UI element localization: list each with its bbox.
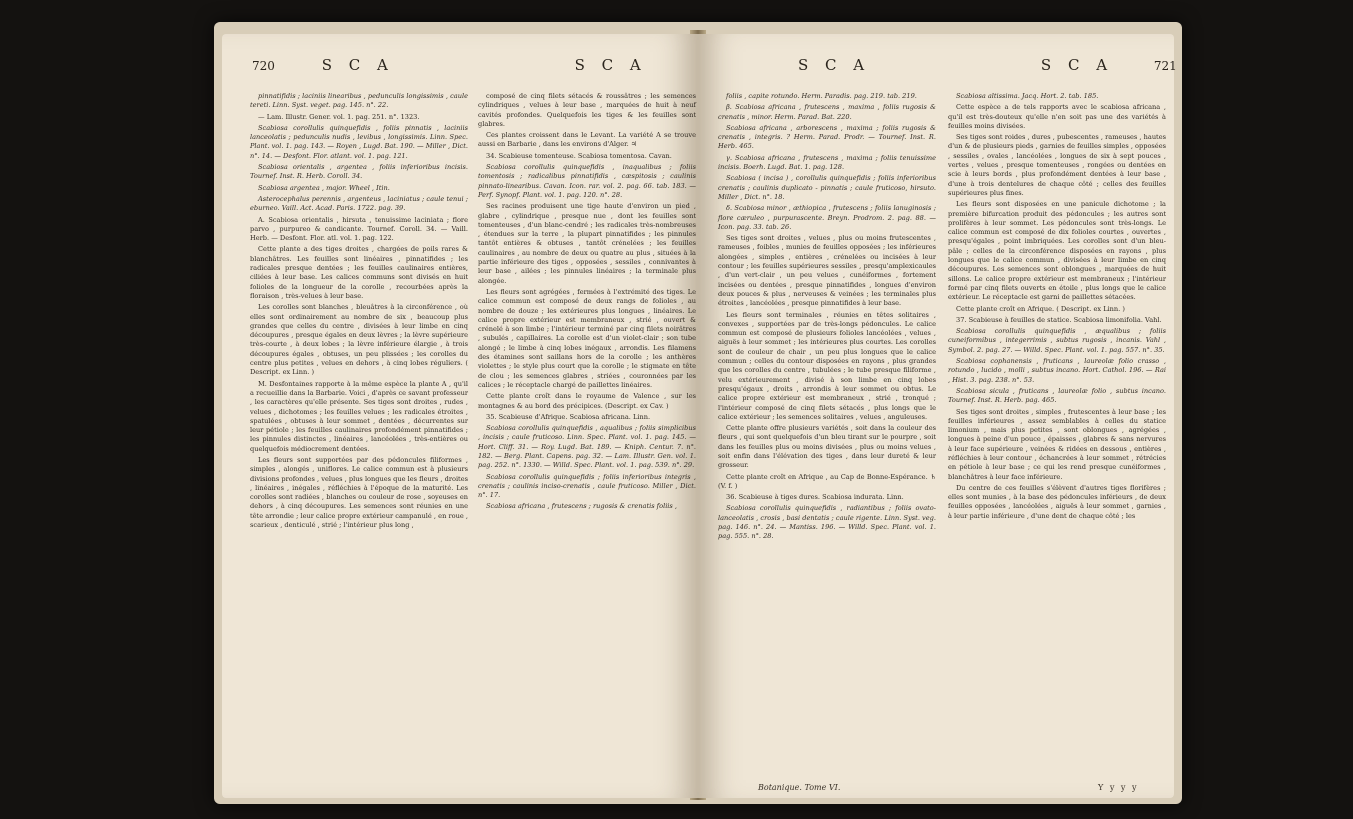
right-column-2 (948, 92, 1166, 792)
paragraph: Scabiosa ( incisa ) , corollulis quinquefidis ; foliis inferioribus crenatis ; caulinis duplicato - pinnatis ; caule fruticoso, hirsuto. Miller , Dict. n°. 18. (718, 174, 936, 201)
paragraph: Du centre de ces feuilles s'élèvent d'autres tiges florifères ; elles sont munies , à la base des pédoncules inférieurs , de deux feuilles opposées , lancéolées , aiguës à leur sommet , garnies , à leur partie inférieure , d'une dent de chaque côté ; les (948, 483, 1166, 520)
paragraph: Scabiosa corollulis quinquefidis ; foliis inferioribus integris , crenatis ; caulinis inciso-crenatis , caule fruticoso. Miller , Dict. n°. 17. (478, 472, 696, 500)
paragraph: Les fleurs sont supportées par des pédoncules filiformes , simples , alongés , uniflores. Le calice commun est à plusieurs divisions profondes , velues , plus longues que les fleurs , droites , linéaires , inégales , réfléchies à l'époque de la maturité. Les corolles sont radiées , blanches ou couleur de rose , soyeuses en dehors , à cinq découpures. Les semences sont réunies en une tête arrondie ; leur calice propre extérieur campanulé , en roue , scarieux , denticulé , strié ; l'intérieur plus long , (250, 455, 468, 530)
paragraph: 36. Scabieuse à tiges dures. Scabiosa indurata. Linn. (726, 493, 904, 502)
paragraph: Scabiosa orientalis , argentea , foliis inferioribus incisis. Tournef. Inst. R. Herb. Coroll. 34. (250, 163, 468, 181)
paragraph: Cette espèce a de tels rapports avec le scabiosa africana , qu'il est très-douteux qu'elle n'en soit pas une des variétés à feuilles moins divisées. (948, 103, 1166, 130)
right-page-header (798, 56, 1177, 86)
paragraph: Scabiosa corollulis quinquefidis , radiantibus ; foliis ovato-lanceolatis , crosis , basi dentatis ; caule rigente. Linn. Syst. veg. pag. 146. n°. 24. — Mantiss. 196. — Willd. Spec. Plant. vol. 1. pag. 555. n°. 28. (718, 504, 936, 541)
paragraph: Ses tiges sont roides , dures , pubescentes , rameuses , hautes d'un & de plusieurs pieds , garnies de feuilles simples , opposées , sessiles , ovales , lancéolées , longues de six à sept pouces , vertes , velues , presque tomenteuses , rongées ou dentées en scie à leurs bords , plus profondément dentées à leur base , d'une à trois dentelures de chaque côté ; celles des feuilles supérieures plus fines. (948, 133, 1166, 197)
paragraph: Les fleurs sont terminales , réunies en têtes solitaires , convexes , supportées par de très-longs pédoncules. Le calice commun est composé de plusieurs folioles lancéolées , velues , aiguës à leur sommet ; les intérieures plus courtes. Les corolles sont de couleur de chair , un peu plus longues que le calice commun ; celles du contour disposées en rayons , plus grandes que les corolles du centre , tubulées ; le tube presque filiforme , velu extérieurement , divisé à son limbe en cinq lobes presqu'égaux , droits , arrondis à leur sommet ou obtus. Le calice propre extérieur est membraneux , strié , tronqué ; l'intérieur composé de cinq filets sétacés , plus longs que le calice extérieur ; les semences solitaires , velues , anguleuses. (718, 310, 936, 421)
open-book (214, 22, 1182, 804)
right-page-number: 721 (1153, 59, 1177, 73)
paragraph: Cette plante a des tiges droites , chargées de poils rares & blanchâtres. Les feuilles sont linéaires , pinnatifides ; les radicales presque dentées ; les feuilles caulinaires entières, ciliées à leur base. Les calices communs sont divisés en huit folioles de la longueur de la corolle , recourbées après la floraison , très-velues à leur base. (250, 245, 468, 300)
left-column-1 (250, 92, 468, 792)
signature-mark: Y y y y (1098, 783, 1139, 792)
paragraph: Asterocephalus perennis , argenteus , laciniatus ; caule tenui ; eburneo. Vaill. Act. Acad. Paris. 1722. pag. 39. (250, 194, 468, 213)
left-running-head: S C A (321, 56, 394, 74)
paragraph: 37. Scabieuse à feuilles de statice. Scabiosa limonifolia. Vahl. (956, 315, 1162, 324)
paragraph: foliis , capite rotundo. Herm. Paradis. pag. 219. tab. 219. (726, 92, 917, 100)
paragraph: Scabiosa argentea , major. Wheel , Itin. (258, 183, 390, 192)
paragraph: Scabiosa sicula , fruticans , laureolæ folio , subtus incano. Tournef. Inst. R. Herb. pag. 465. (948, 386, 1166, 405)
paragraph: Ses tiges sont droites , simples , frutescentes à leur base ; les feuilles inférieures , assez semblables à celles du statice limonium , mais plus petites , sont oblongues , agrégées , longues à peine d'un pouce , épaisses , glabres & sans nervures à leur face supérieure , veinées & ridées en dessous , entières , réfléchies à leur contour , échancrées à leur sommet , rétrécies en pétiole à leur base ; ce qui les rend presque cunéiformes , blanchâtres à leur face inférieure. (948, 407, 1166, 481)
right-running-head: S C A (1040, 56, 1114, 74)
paragraph: composé de cinq filets sétacés & roussâtres ; les semences cylindriques , velues à leur base , marquées de huit à neuf cavités profondes. Quelquefois les tiges & les feuilles sont glabres. (478, 92, 696, 128)
paragraph: pinnatifidis ; laciniis linearibus , pedunculis longissimis , caule tereti. Linn. Syst. veget. pag. 145. n°. 22. (250, 92, 468, 110)
paragraph: Scabiosa africana , frutescens ; rugosis & crenatis foliis , (486, 502, 677, 511)
paragraph: β. Scabiosa africana , frutescens , maxima , foliis rugosis & crenatis , minor. Herm. Parad. Bat. 220. (718, 103, 936, 121)
paragraph: δ. Scabiosa minor , æthiopica , frutescens ; foliis lanuginosis ; flore cæruleo , purpurascente. Breyn. Prodrom. 2. pag. 88. — Icon. pag. 33. tab. 26. (718, 204, 936, 231)
paragraph: Cette plante croît en Afrique , au Cap de Bonne-Espérance. ♄ (V. f. ) (718, 472, 936, 490)
paragraph: Scabiosa corollulis quinquefidis , foliis pinnatis , laciniis lanceolatis ; pedunculis nudis , levibus , longissimis. Linn. Spec. Plant. vol. 1. pag. 143. — Royen , Lugd. Bat. 190. — Miller , Dict. n°. 14. — Desfont. Flor. atlant. vol. 1. pag. 121. (250, 123, 468, 160)
left-page-number: 720 (252, 59, 275, 73)
paragraph: Scabiosa cophanensis , fruticans , laureolæ folio crasso , rotundo , lucido , molli , subtus incano. Hort. Cathol. 196. — Rai , Hist. 3. pag. 238. n°. 53. (948, 357, 1166, 384)
paragraph: Scabiosa africana , arborescens , maxima ; foliis rugosis & crenatis , integris. ? Herm. Parad. Prodr. — Tournef. Inst. R. Herb. 465. (718, 123, 936, 151)
left-page (222, 34, 698, 798)
paragraph: 34. Scabieuse tomenteuse. Scabiosa tomentosa. Cavan. (486, 151, 672, 160)
paragraph: γ. Scabiosa africana , frutescens , maxima ; foliis tenuissime incisis. Boerh. Lugd. Bat. 1. pag. 128. (718, 153, 936, 172)
paragraph: Les corolles sont blanches , bleuâtres à la circonférence , où elles sont ordinairement au nombre de six , beaucoup plus grandes que celles du centre , divisées à leur limbe en cinq découpures , presque égales en deux lèvres ; la lèvre supérieure très-courte , à deux lobes ; la lèvre inférieure élargie , à trois découpures égales , obtuses, un peu plissées ; les corolles du centre plus petites , velues en dehors , à cinq lobes réguliers. ( Descript. ex Linn. ) (250, 303, 468, 377)
paragraph: A. Scabiosa orientalis , hirsuta , tenuissime laciniata ; flore parvo , purpureo & candicante. Tournef. Coroll. 34. — Vaill. Herb. — Desfont. Flor. atl. vol. 1. pag. 122. (250, 215, 468, 243)
paragraph: Cette plante croît dans le royaume de Valence , sur les montagnes & au bord des précipices. (Descript. ex Cav. ) (478, 392, 696, 410)
left-page-header (252, 56, 647, 86)
paragraph: Ses racines produisent une tige haute d'environ un pied , glabre , cylindrique , presque nue , dont les feuilles sont tomenteuses , d'un blanc-cendré ; les radicales très-nombreuses , étendues sur la terre , la plupart pinnatifides ; les pinnules tantôt entières & obtuses , tantôt crénelées ; les feuilles caulinaires , au nombre de deux ou quatre au plus , situées à la partie inférieure des tiges , opposées , sessiles , connivantes à leur base , ailées ; les pinnules linéaires ; la terminale plus alongée. (478, 202, 696, 285)
paragraph: Scabiosa corollulis quinquefidis , aqualibus ; foliis simplicibus , incisis ; caule fruticoso. Linn. Spec. Plant. vol. 1. pag. 145. — Hort. Cliff. 31. — Roy. Lugd. Bat. 189. — Kniph. Centur. 7. n°. 182. — Berg. Plant. Capens. pag. 32. — Lam. Illustr. Gen. vol. 1. pag. 252. n°. 1330. — Willd. Spec. Plant. vol. 1. pag. 539. n°. 29. (478, 424, 696, 470)
right-page (698, 34, 1177, 798)
right-running-head-inner: S C A (798, 56, 871, 74)
paragraph: Scabiosa corollulis quinquefidis , inaqualibus ; foliis tomentosis ; radicalibus pinnatifidis , cæspitosis ; caulinis pinnato-linearibus. Cavan. Icon. rar. vol. 2. pag. 66. tab. 183. — Perf. Synopf. Plant. vol. 1. pag. 120. n°. 28. (478, 163, 696, 199)
left-running-head-inner: S C A (574, 56, 647, 74)
paragraph: 35. Scabieuse d'Afrique. Scabiosa africana. Linn. (486, 412, 651, 421)
right-column-1 (718, 92, 936, 792)
paragraph: Cette plante offre plusieurs variétés , soit dans la couleur des fleurs , qui sont quelquefois d'un bleu tirant sur le pourpre , soit dans les feuilles plus ou moins divisées , plus ou moins velues , soit enfin dans l'élévation des tiges , dans leur dureté & leur grosseur. (718, 424, 936, 470)
paragraph: M. Desfontaines rapporte à la même espèce la plante A , qu'il a recueillie dans la Barbarie. Voici , d'après ce savant professeur , les caractères qu'elle présente. Ses tiges sont droites , rudes , velues , dichotomes ; les feuilles velues ; les radicales étroites , spatulées , obtuses à leur sommet , dentées , décurrentes sur leur pétiole ; les feuilles caulinaires profondément pinnatifides ; les pinnules distinctes , linéaires , lancéolées , très-entières ou quelquefois médiocrement dentées. (250, 379, 468, 453)
paragraph: Cette plante croît en Afrique. ( Descript. ex Linn. ) (956, 304, 1125, 313)
paragraph: Les fleurs sont disposées en une panicule dichotome ; la première bifurcation produit des pédoncules ; les autres sont prolifères à leur sommet. Les pédoncules sont très-longs. Le calice commun est composé de dix folioles courtes , ouvertes , presqu'égales , point imbriquées. Les corolles sont d'un bleu-pâle ; celles de la circonférence disposées en rayons , plus longues que le calice commun , divisées à leur limbe en cinq découpures. Les semences sont oblongues , marquées de huit sillons. Le calice propre extérieur est membraneux ; l'intérieur formé par cinq filets ouverts en étoile , plus longs que le calice extérieur. Le réceptacle est garni de paillettes sétacées. (948, 200, 1166, 302)
page-footer: Botanique. Tome VI. (758, 783, 841, 792)
paragraph: Les fleurs sont agrégées , fermées à l'extrémité des tiges. Le calice commun est composé de deux rangs de folioles , au nombre de douze ; les extérieures plus longues , linéaires. Le calice propre extérieur est membraneux , strié , ouvert & crénelé à son limbe ; l'intérieur terminé par cinq filets noirâtres , subulés , capillaires. La corolle est d'un violet-clair ; son tube alongé ; le limbe à cinq lobes inégaux , arrondis. Les filamens des étamines sont saillans hors de la corolle ; les anthères violettes ; le style plus court que la corolle ; le stigmate en tête de clou ; les semences glabres , striées , couronnées par les calices ; le réceptacle chargé de paillettes linéaires. (478, 287, 696, 389)
paragraph: Scabiosa altissima. Jacq. Hort. 2. tab. 185. (956, 92, 1099, 100)
paragraph: Ces plantes croissent dans le Levant. La variété A se trouve aussi en Barbarie , dans les environs d'Alger. ♃ (478, 131, 696, 149)
paragraph: Ses tiges sont droites , velues , plus ou moins frutescentes , rameuses , foibles , munies de feuilles opposées ; les inférieures alongées , simples , entières , crénelées ou incisées à leur contour ; les feuilles supérieures sessiles , presqu'amplexicaules , d'un vert-clair , un peu velues , cunéiformes , fortement incisées ou dentées , presque pinnatifides , longues d'environ deux pouces & plus , nerveuses & veinées ; les terminales plus étroites , lancéolées , presque pinnatifides à leur base. (718, 234, 936, 308)
left-column-2 (478, 92, 696, 792)
paragraph: Scabiosa corollulis quinquefidis , æqualibus ; foliis cuneiformibus , integerrimis , subtus rugosis , incanis. Vahl , Symbol. 2. pag. 27. — Willd. Spec. Plant. vol. 1. pag. 557. n°. 35. (948, 327, 1166, 354)
paragraph: — Lam. Illustr. Gener. vol. 1. pag. 251. n°. 1323. (258, 112, 420, 121)
